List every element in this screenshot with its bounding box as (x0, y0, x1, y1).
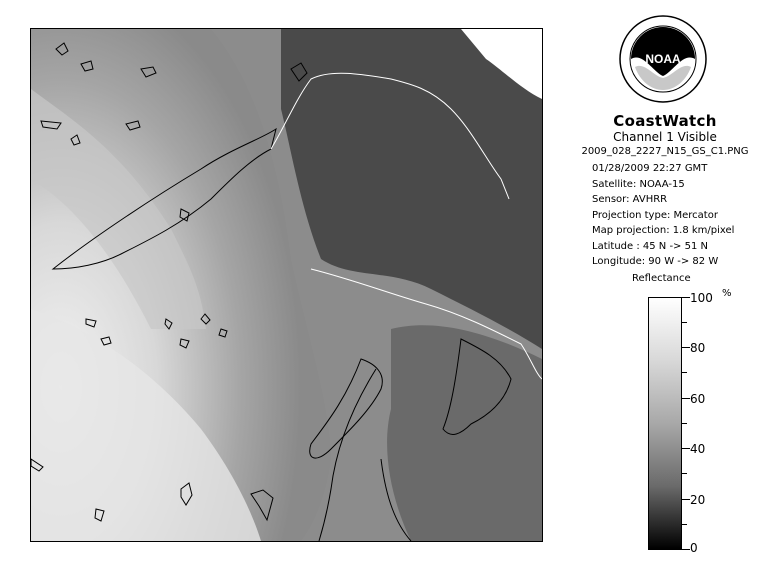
logo-text: NOAA (645, 52, 681, 66)
tick-100 (682, 297, 690, 298)
tick-0 (682, 549, 690, 550)
tick-minor (682, 473, 687, 474)
scale-unit: % (722, 288, 732, 299)
channel-label: Channel 1 Visible (613, 130, 717, 144)
filename-label: 2009_028_2227_N15_GS_C1.PNG (581, 146, 749, 157)
satellite-line: Satellite: NOAA-15 (592, 178, 685, 190)
tick-label-100: 100 (690, 291, 713, 305)
tick-80 (682, 347, 690, 348)
tick-label-40: 40 (690, 442, 706, 456)
latitude-line: Latitude : 45 N -> 51 N (592, 240, 708, 252)
tick-minor (682, 322, 687, 323)
tick-label-60: 60 (690, 392, 706, 406)
app-title: CoastWatch (613, 112, 717, 130)
tick-label-80: 80 (690, 341, 706, 355)
map-svg (31, 29, 542, 541)
tick-40 (682, 448, 690, 449)
reflectance-colorbar (648, 297, 682, 550)
longitude-line: Longitude: 90 W -> 82 W (592, 256, 719, 267)
sensor-line: Sensor: AVHRR (592, 194, 668, 205)
tick-minor (682, 372, 687, 373)
metadata-block (592, 161, 734, 270)
tick-label-20: 20 (690, 493, 706, 507)
datetime-line: 01/28/2009 22:27 GMT (592, 163, 708, 174)
scale-title: Reflectance (632, 273, 691, 284)
tick-20 (682, 499, 690, 500)
tick-minor (682, 423, 687, 424)
noaa-logo (618, 14, 708, 104)
dark-region-east (387, 325, 542, 541)
satellite-image (30, 28, 543, 542)
tick-60 (682, 398, 690, 399)
projection-type-line: Projection type: Mercator (592, 209, 718, 221)
tick-minor (682, 524, 687, 525)
map-projection-line: Map projection: 1.8 km/pixel (592, 225, 735, 236)
tick-label-0: 0 (690, 541, 698, 555)
